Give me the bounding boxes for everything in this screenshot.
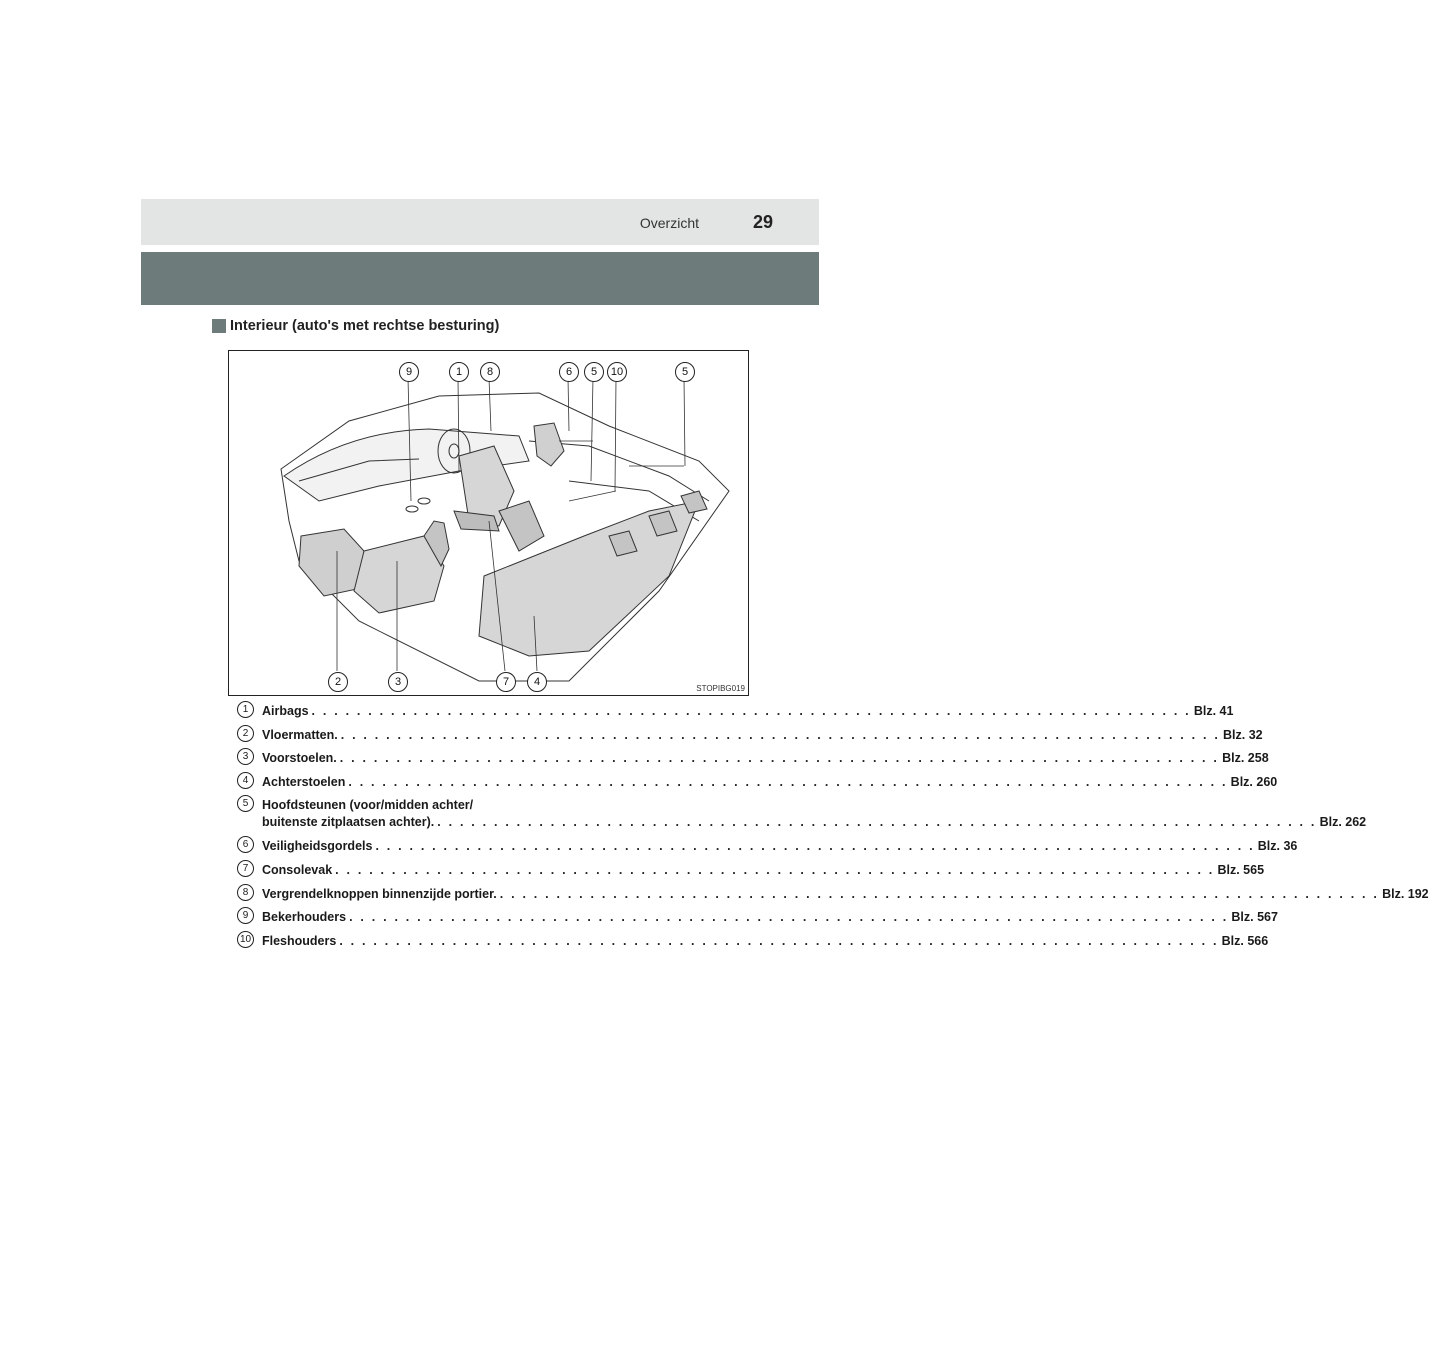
list-item [237, 886, 1429, 910]
interior-figure [228, 350, 749, 696]
list-item [237, 933, 1269, 957]
section-title: Overzicht [639, 215, 699, 231]
item-label: Bekerhouders [262, 910, 347, 925]
item-label: Achterstoelen [262, 774, 346, 789]
page-number: 29 [752, 212, 773, 232]
item-number: 3 [237, 748, 254, 765]
item-label: Voorstoelen. [262, 751, 337, 766]
item-number: 10 [237, 931, 254, 948]
leader-dots [349, 909, 1228, 926]
leader-dots [437, 814, 1316, 831]
item-page-ref: Blz. 567 [1231, 910, 1278, 925]
item-label: Hoofdsteunen (voor/midden achter/ [262, 798, 474, 813]
item-page-ref: Blz. 262 [1319, 815, 1367, 830]
item-label-cont: buitenste zitplaatsen achter). [262, 815, 435, 830]
item-label: Vergrendelknoppen binnenzijde portier. [262, 886, 497, 901]
leader-dots [339, 933, 1218, 950]
item-number: 2 [237, 725, 254, 742]
list-item [237, 774, 1278, 798]
legend-list [237, 703, 1429, 956]
leader-dots [312, 703, 1191, 720]
figure-code: STOPIBG019 [696, 684, 745, 693]
callout-10: 10 [607, 362, 627, 382]
callout-3: 3 [388, 672, 408, 692]
item-label: Vloermatten. [262, 727, 338, 742]
list-item [237, 862, 1265, 886]
item-label: Consolevak [262, 862, 333, 877]
callout-4: 4 [527, 672, 547, 692]
page-header [141, 199, 819, 245]
item-label: Fleshouders [262, 933, 337, 948]
list-item [237, 909, 1278, 933]
item-page-ref: Blz. 41 [1193, 704, 1234, 718]
list-item [237, 750, 1269, 774]
item-page-ref: Blz. 32 [1223, 727, 1263, 742]
item-label: Airbags [262, 704, 309, 718]
section-heading [212, 318, 499, 334]
item-page-ref: Blz. 260 [1230, 774, 1278, 789]
item-number: 8 [237, 884, 254, 901]
callout-7: 7 [496, 672, 516, 692]
item-number: 1 [237, 701, 254, 718]
list-item [237, 797, 1367, 838]
heading-marker-icon [212, 319, 226, 333]
heading-text: Interieur (auto's met rechtse besturing) [230, 318, 500, 334]
callout-9: 9 [399, 362, 419, 382]
item-number: 9 [237, 907, 254, 924]
leader-dots [340, 750, 1219, 767]
item-number: 4 [237, 772, 254, 789]
callout-6: 6 [559, 362, 579, 382]
callout-8: 8 [480, 362, 500, 382]
item-page-ref: Blz. 258 [1222, 751, 1269, 766]
item-page-ref: Blz. 192 [1382, 886, 1429, 901]
list-item [237, 838, 1298, 862]
list-item [237, 703, 1234, 727]
item-number: 6 [237, 836, 254, 853]
callout-1: 1 [449, 362, 469, 382]
item-page-ref: Blz. 565 [1217, 862, 1265, 877]
leader-dots [348, 774, 1227, 791]
list-item [237, 727, 1263, 751]
item-page-ref: Blz. 36 [1257, 839, 1298, 854]
header-band [141, 252, 819, 305]
leader-dots [341, 727, 1220, 744]
leader-dots [500, 886, 1379, 903]
item-label: Veiligheidsgordels [262, 839, 373, 854]
car-interior-illustration [229, 351, 750, 697]
item-number: 5 [237, 795, 254, 812]
callout-5b: 5 [675, 362, 695, 382]
leader-dots [335, 862, 1214, 879]
item-number: 7 [237, 860, 254, 877]
callout-5: 5 [584, 362, 604, 382]
item-page-ref: Blz. 566 [1221, 933, 1269, 948]
leader-dots [375, 838, 1254, 855]
callout-2: 2 [328, 672, 348, 692]
